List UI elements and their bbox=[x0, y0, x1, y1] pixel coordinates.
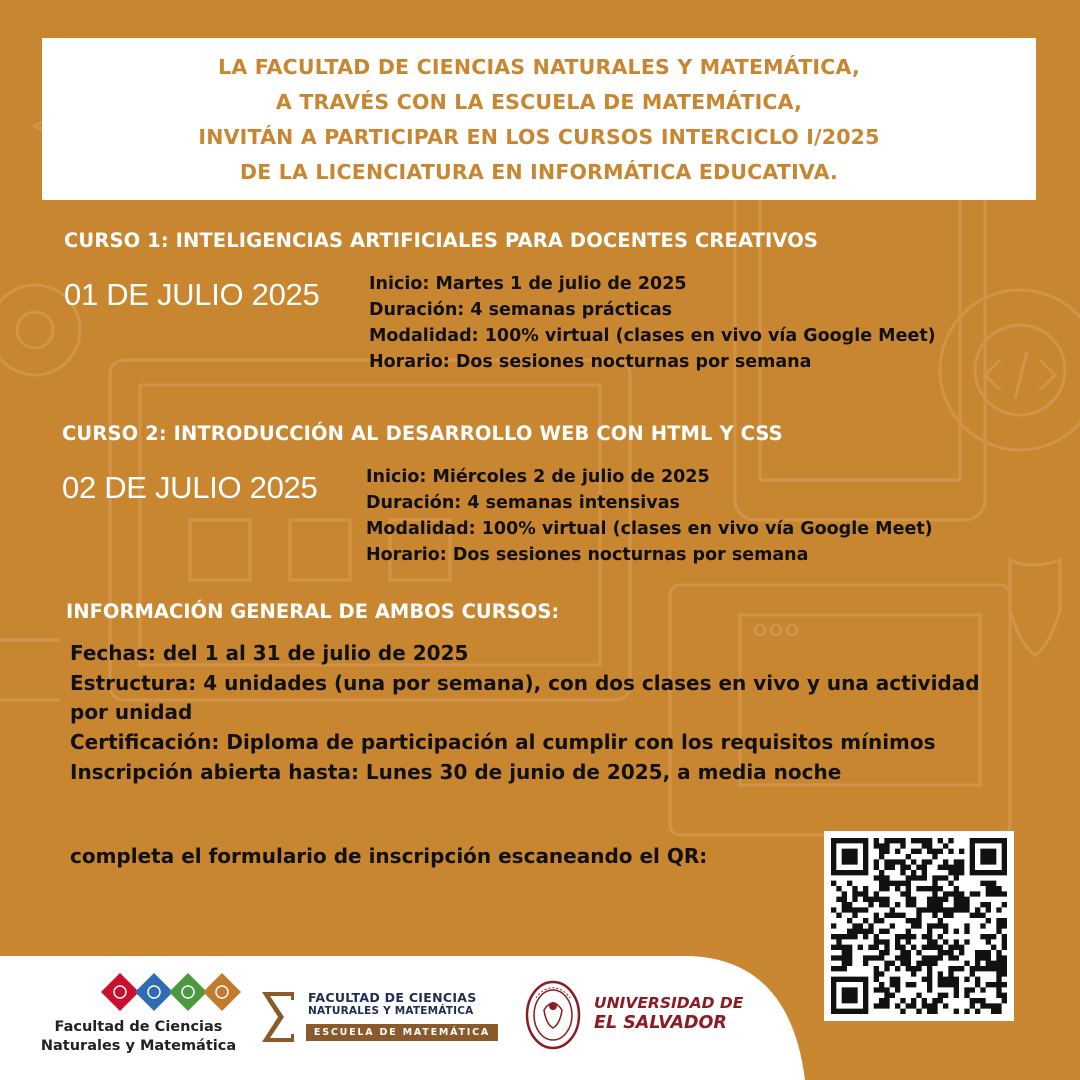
general-dates: Fechas: del 1 al 31 de julio de 2025 bbox=[70, 641, 469, 665]
qr-code-icon bbox=[831, 838, 1007, 1014]
faculty-logo bbox=[36, 970, 241, 1060]
header-line-2: A TRAVÉS CON LA ESCUELA DE MATEMÁTICA, bbox=[275, 90, 803, 114]
course-1-date: 01 DE JULIO 2025 bbox=[64, 277, 320, 312]
qr-code[interactable] bbox=[824, 831, 1014, 1021]
faculty-logo-line-2: Naturales y Matemática bbox=[40, 1038, 237, 1054]
course-2-date: 02 DE JULIO 2025 bbox=[62, 470, 318, 505]
school-logo bbox=[258, 986, 503, 1048]
faculty-diamond-1 bbox=[101, 973, 139, 1011]
header-line-1: LA FACULTAD DE CIENCIAS NATURALES Y MATEMÁTICA, bbox=[218, 55, 860, 79]
school-logo-bar: ESCUELA DE MATEMÁTICA bbox=[306, 1024, 498, 1041]
general-structure: Estructura: 4 unidades (una por semana), con dos clases en vivo y una actividad por unidad bbox=[70, 670, 980, 725]
school-logo-line-1: FACULTAD DE CIENCIAS bbox=[308, 990, 477, 1005]
course-1-title: CURSO 1: INTELIGENCIAS ARTIFICIALES PARA DOCENTES CREATIVOS bbox=[64, 229, 819, 252]
course-2-modality: Modalidad: 100% virtual (clases en vivo vía Google Meet) bbox=[366, 519, 933, 539]
general-registration: Inscripción abierta hasta: Lunes 30 de junio de 2025, a media noche bbox=[70, 759, 842, 784]
faculty-diamond-4 bbox=[203, 973, 241, 1011]
course-2-schedule: Horario: Dos sesiones nocturnas por semana bbox=[366, 545, 809, 565]
faculty-logo-line-1: Facultad de Ciencias bbox=[54, 1019, 223, 1035]
faculty-diamond-3 bbox=[169, 973, 207, 1011]
qr-modules bbox=[831, 838, 1007, 1014]
header-line-4: DE LA LICENCIATURA EN INFORMÁTICA EDUCATIVA. bbox=[239, 160, 838, 184]
course-2-title: CURSO 2: INTRODUCCIÓN AL DESARROLLO WEB CON HTML Y CSS bbox=[62, 422, 783, 445]
course-2-start: Inicio: Miércoles 2 de julio de 2025 bbox=[366, 467, 710, 487]
course-1-modality: Modalidad: 100% virtual (clases en vivo vía Google Meet) bbox=[369, 326, 936, 346]
university-seal-icon bbox=[524, 978, 582, 1052]
course-1-duration: Duración: 4 semanas prácticas bbox=[369, 300, 673, 320]
school-logo-line-2: NATURALES Y MATEMÁTICA bbox=[308, 1005, 474, 1017]
faculty-diamonds-icon bbox=[100, 970, 250, 1014]
course-2-duration: Duración: 4 semanas intensivas bbox=[366, 493, 680, 513]
general-info-title: INFORMACIÓN GENERAL DE AMBOS CURSOS: bbox=[66, 600, 560, 623]
header-line-3: INVITÁN A PARTICIPAR EN LOS CURSOS INTERCICLO I/2025 bbox=[198, 125, 880, 149]
qr-prompt: completa el formulario de inscripción escaneando el QR: bbox=[70, 844, 708, 868]
general-certification: Certificación: Diploma de participación al cumplir con los requisitos mínimos bbox=[70, 730, 936, 755]
course-1-schedule: Horario: Dos sesiones nocturnas por semana bbox=[369, 352, 812, 372]
faculty-diamond-2 bbox=[135, 973, 173, 1011]
university-name-line-2: EL SALVADOR bbox=[594, 1013, 727, 1033]
university-name-line-1: UNIVERSIDAD DE bbox=[594, 994, 744, 1012]
course-1-start: Inicio: Martes 1 de julio de 2025 bbox=[369, 274, 687, 294]
university-name bbox=[594, 993, 743, 1033]
sigma-icon bbox=[258, 988, 300, 1046]
faculty-logo-text bbox=[36, 1018, 241, 1056]
